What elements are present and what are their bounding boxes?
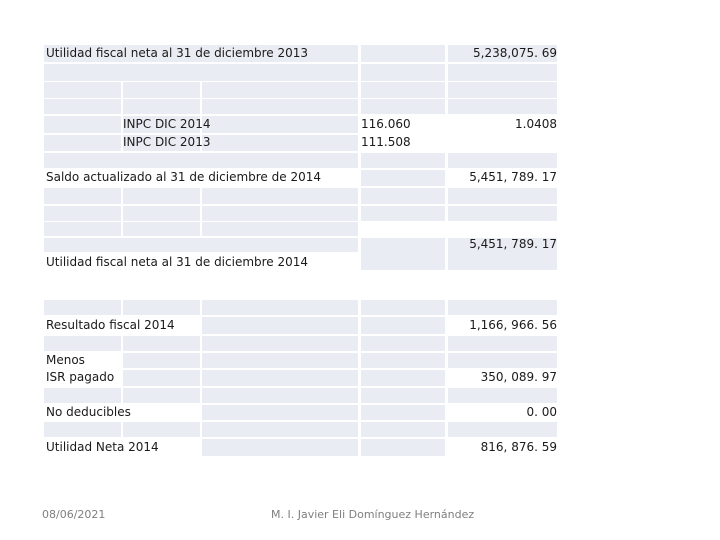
label-isr-pagado: ISR pagado [46,370,115,384]
table-cell [44,388,121,403]
label-saldo-actualizado: Saldo actualizado al 31 de diciembre de 2014 [46,170,321,184]
table-cell [44,222,121,236]
table-cell [123,206,200,221]
table-cell [448,99,557,114]
table-cell [448,336,557,351]
table-cell [202,388,358,403]
value-inpc-2014: 116.060 [361,117,411,131]
table-cell [202,405,358,420]
table-cell [361,317,445,334]
table-cell [202,300,358,315]
label-utilidad-2013: Utilidad fiscal neta al 31 de diciembre 2013 [46,46,309,60]
table-cell [361,439,445,456]
table-cell [44,336,121,351]
table-cell [123,353,200,368]
table-cell [448,153,557,168]
label-inpc-2014: INPC DIC 2014 [123,117,211,131]
value-isr-pagado: 350, 089. 97 [480,370,557,384]
table-cell [44,153,358,168]
table-cell [361,238,445,270]
label-no-deducibles: No deducibles [46,405,131,419]
table-cell [448,353,557,368]
table-cell [361,45,445,62]
footer-date: 08/06/2021 [42,508,106,521]
table-cell [361,64,445,81]
value-utilidad-2014: 5,451, 789. 17 [469,237,557,251]
table-cell [448,82,557,98]
table-cell [202,422,358,437]
table-cell [448,388,557,403]
table-cell [202,206,358,221]
table-cell [44,116,121,133]
table-cell [44,300,121,315]
table-cell [123,222,200,236]
table-cell [448,206,557,221]
table-cell [44,188,121,204]
table-cell [448,188,557,204]
table-cell [44,422,121,437]
value-utilidad-neta: 816, 876. 59 [480,440,557,454]
table-cell [123,188,200,204]
table-cell [448,64,557,81]
table-cell [123,422,200,437]
value-utilidad-2013: 5,238,075. 69 [473,46,557,60]
table-cell [123,99,200,114]
table-cell [44,99,121,114]
value-resultado-fiscal: 1,166, 966. 56 [469,318,557,332]
table-cell [361,370,445,386]
table-cell [123,300,200,315]
table-cell [202,222,358,236]
table-cell [361,388,445,403]
table-cell [123,82,200,98]
value-inpc-2013: 111.508 [361,135,411,149]
table-cell [361,99,445,114]
value-inpc-factor: 1.0408 [515,117,557,131]
table-cell [202,353,358,368]
table-cell [361,153,445,168]
table-cell [202,370,358,386]
label-menos: Menos [46,353,85,367]
label-utilidad-neta: Utilidad Neta 2014 [46,440,159,454]
table-cell [123,370,200,386]
label-utilidad-2014: Utilidad fiscal neta al 31 de diciembre 2014 [46,255,309,269]
table-cell [361,422,445,437]
table-cell [123,336,200,351]
label-resultado-fiscal: Resultado fiscal 2014 [46,318,175,332]
table-cell [123,388,200,403]
table-cell [202,336,358,351]
table-cell [361,170,445,186]
value-saldo-actualizado: 5,451, 789. 17 [469,170,557,184]
table-cell [361,405,445,420]
table-cell [202,99,358,114]
table-cell [361,188,445,204]
table-cell [361,206,445,221]
table-cell [44,135,121,151]
footer-author: M. I. Javier Eli Domínguez Hernández [271,508,475,521]
table-cell [44,82,121,98]
value-no-deducibles: 0. 00 [526,405,557,419]
table-cell [361,336,445,351]
table-cell [361,82,445,98]
table-cell [202,82,358,98]
table-cell [361,353,445,368]
table-cell [202,116,358,133]
table-cell [448,300,557,315]
table-cell [202,188,358,204]
table-cell [202,135,358,151]
table-cell [448,422,557,437]
table-cell [44,64,358,81]
label-inpc-2013: INPC DIC 2013 [123,135,211,149]
table-cell [44,238,358,252]
table-cell [44,206,121,221]
table-cell [202,317,358,334]
table-cell [361,300,445,315]
table-cell [202,439,358,456]
